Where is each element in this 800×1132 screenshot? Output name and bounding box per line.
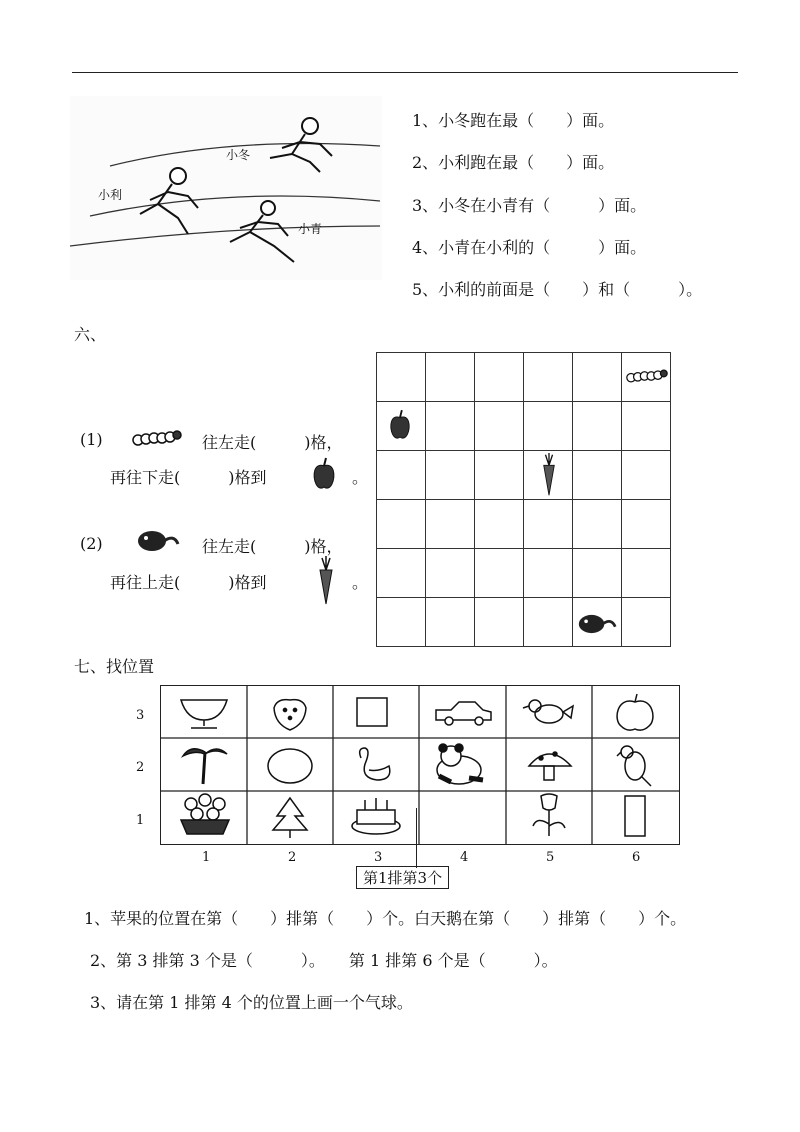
pine-tree-icon	[273, 798, 307, 838]
s5-question: 5、小利的前面是（ ）和（ ）。	[412, 280, 703, 299]
s6-q1-part2: 再往下走( )格到	[110, 468, 267, 487]
swan-icon	[360, 748, 390, 780]
top-rule	[72, 72, 738, 73]
s7-question: 3、请在第 1 排第 4 个的位置上画一个气球。	[90, 993, 413, 1012]
tulip-icon	[533, 794, 565, 836]
bird-icon	[523, 700, 573, 723]
tadpole-icon	[136, 528, 180, 554]
tadpole-icon	[577, 612, 617, 636]
s6-q1-number: (1)	[80, 430, 103, 449]
caterpillar-icon	[132, 428, 182, 448]
mushroom-icon	[529, 752, 571, 780]
s5-question: 1、小冬跑在最（ ）面。	[412, 111, 615, 130]
square-icon	[357, 698, 387, 726]
s6-q2-end: 。	[352, 573, 369, 592]
row-label: 1	[136, 813, 145, 828]
caterpillar-icon	[626, 367, 668, 385]
s6-q1-part1: 往左走( )格，	[202, 433, 343, 452]
position-caption: 第1排第3个	[356, 866, 449, 889]
s6-q2-part2: 再往上走( )格到	[110, 573, 267, 592]
s6-q2-number: (2)	[80, 534, 103, 553]
carrot-target-icon	[316, 556, 336, 606]
parrot-icon	[617, 746, 651, 786]
apple-target-icon	[310, 456, 338, 492]
panda-icon	[437, 744, 483, 784]
s7-question: 1、苹果的位置在第（ ）排第（ ）个。白天鹅在第（ ）排第（ ）个。	[84, 909, 687, 928]
name-xiaoli: 小利	[98, 188, 123, 202]
grid-cell	[622, 353, 671, 402]
section6-label: 六、	[74, 325, 107, 344]
name-xiaoqing: 小青	[298, 222, 323, 236]
caption-pointer	[416, 808, 417, 868]
rectangle-icon	[625, 796, 645, 836]
apple-icon	[387, 408, 413, 442]
cake-icon	[352, 798, 400, 834]
section7-label: 七、找位置	[74, 657, 155, 676]
s6-q2-part1: 往左走( )格，	[202, 537, 343, 556]
circle-icon	[268, 749, 312, 783]
flower-basket-icon	[181, 794, 229, 834]
strawberry-icon	[274, 700, 306, 730]
s6-grid	[376, 352, 671, 647]
car-icon	[436, 702, 491, 725]
palm-tree-icon	[183, 749, 227, 784]
s5-question: 2、小利跑在最（ ）面。	[412, 153, 615, 172]
row-label: 3	[136, 708, 145, 723]
col-label: 1	[202, 850, 211, 865]
col-label: 3	[374, 850, 383, 865]
col-label: 5	[546, 850, 555, 865]
carrot-icon	[540, 453, 558, 497]
apple-icon	[617, 694, 653, 730]
goblet-icon	[181, 700, 227, 728]
col-label: 2	[288, 850, 297, 865]
col-label: 6	[632, 850, 641, 865]
s7-grid	[160, 685, 680, 845]
s5-question: 4、小青在小利的（ ）面。	[412, 238, 647, 257]
s7-question: 2、第 3 排第 3 个是（ ）。 第 1 排第 6 个是（ ）。	[90, 951, 558, 970]
s5-question: 3、小冬在小青有（ ）面。	[412, 196, 647, 215]
row-label: 2	[136, 760, 145, 775]
col-label: 4	[460, 850, 469, 865]
name-xiaodong: 小冬	[226, 148, 251, 162]
s6-q1-end: 。	[352, 468, 369, 487]
